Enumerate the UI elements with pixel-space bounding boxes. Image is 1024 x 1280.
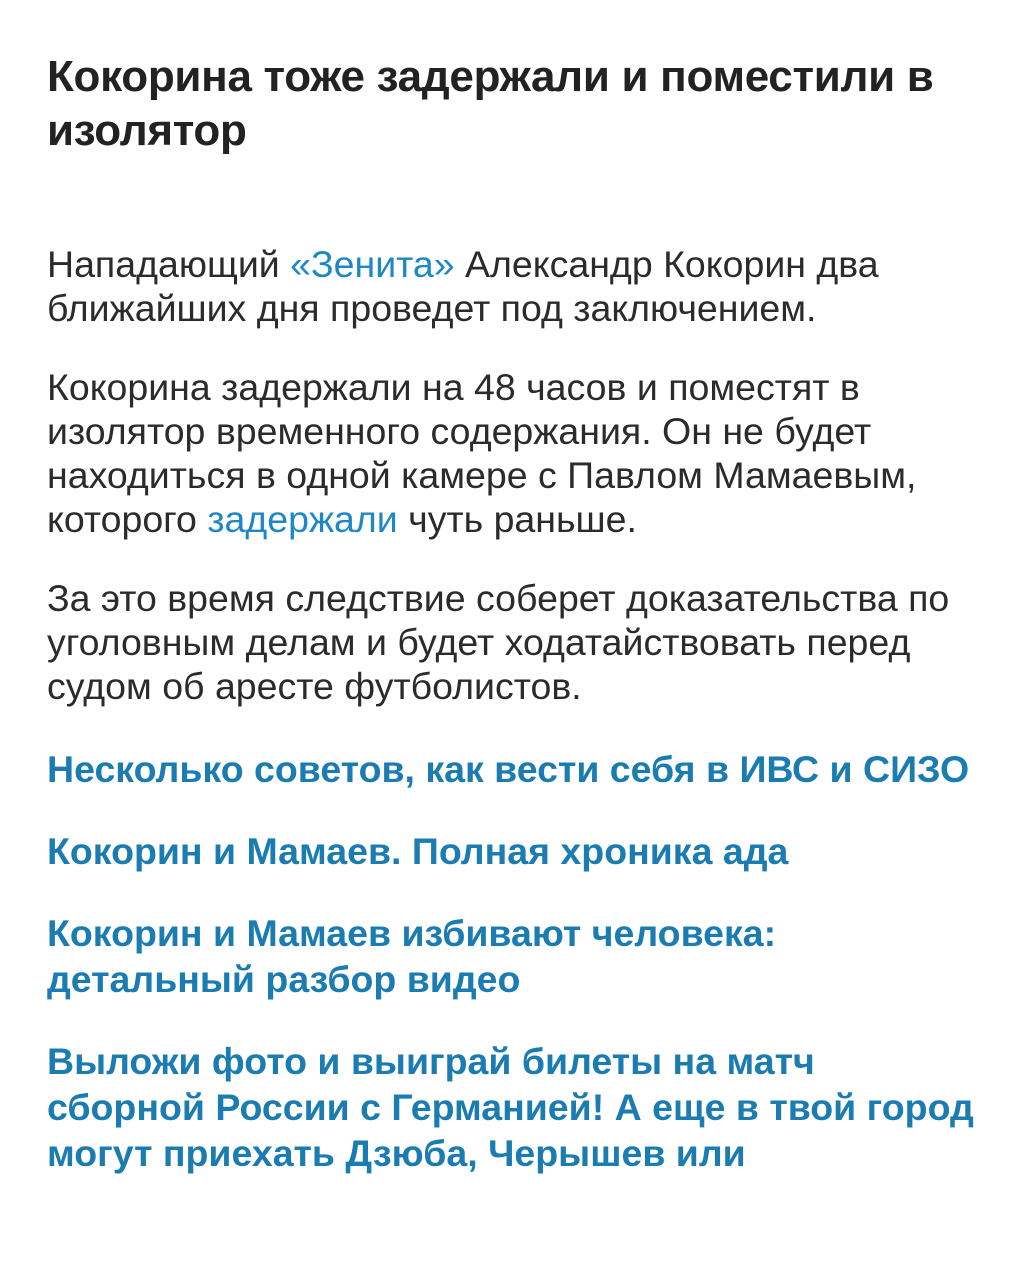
paragraph-1 (47, 242, 982, 330)
paragraph-2-text-end: чуть раньше. (397, 498, 637, 540)
article-title: Кокорина тоже задержали и поместили в изолятор (47, 52, 934, 155)
paragraph-3: За это время следствие соберет доказательства по уголовным делам и будет ходатайствовать перед судом об аресте футболистов. (47, 577, 950, 707)
detained-link[interactable]: задержали (207, 498, 398, 540)
related-links (47, 746, 982, 1176)
article-body (47, 242, 982, 708)
related-link-contest[interactable]: Выложи фото и выиграй билеты на матч сборной России с Германией! А еще в твой город могут приехать Дзюба, Черышев или (47, 1040, 974, 1174)
article (47, 50, 982, 1212)
paragraph-2-text-start: Кокорина задержали на 48 часов и поместят в изолятор временного содержания. Он не будет находиться в одной камере с Павлом Мамаевым, которого (47, 366, 917, 540)
related-link-chronicle[interactable]: Кокорин и Мамаев. Полная хроника ада (47, 830, 789, 872)
paragraph-1-text-end: Александр Кокорин два ближайших дня проведет под заключением. (47, 243, 879, 329)
zenit-link[interactable]: «Зенита» (290, 243, 455, 285)
related-link-video-analysis[interactable]: Кокорин и Мамаев избивают человека: детальный разбор видео (47, 912, 777, 1000)
paragraph-1-text-start: Нападающий (47, 243, 291, 285)
related-link-sizo-tips[interactable]: Несколько советов, как вести себя в ИВС и СИЗО (47, 748, 970, 790)
paragraph-2 (47, 365, 982, 541)
